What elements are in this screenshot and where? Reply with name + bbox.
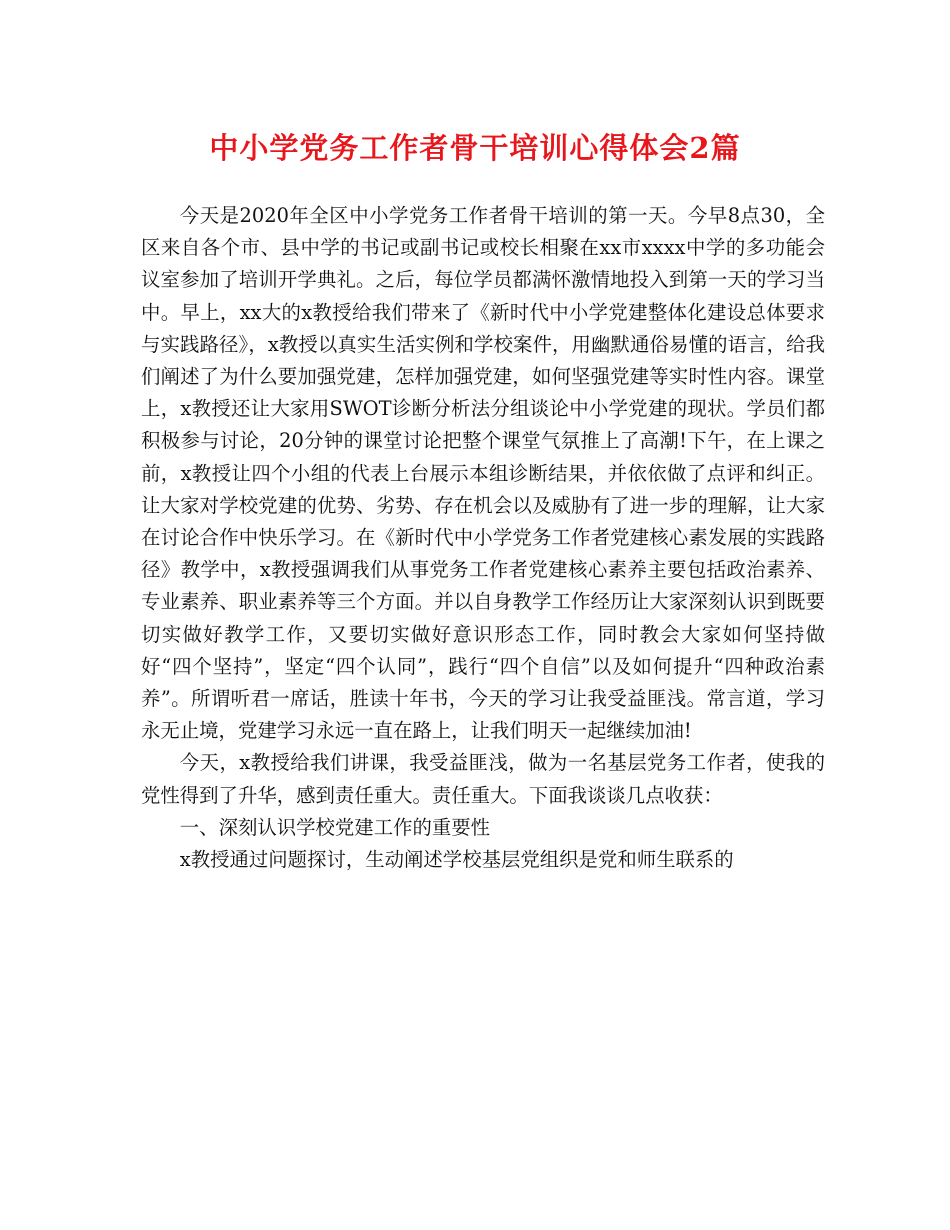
document-title: 中小学党务工作者骨干培训心得体会2篇 (209, 131, 741, 165)
paragraph-problem-discussion: x教授通过问题探讨，生动阐述学校基层党组织是党和师生联系的 (179, 848, 734, 872)
paragraph-training-day-one: 今天是2020年全区中小学党务工作者骨干培训的第一天。今早8点30，全区来自各个市、县中学的书记或副书记或校长相聚在xx市xxxx中学的多功能会议室参加了培训开学典礼。之后，每位学员都满怀激情地投入到第一天的学习当中。早上，xx大的x教授给我们带来了《新时代中小学党建整体化建设总体要求与实践路径》，x教授以真实生活实例和学校案件，用幽默通俗易懂的语言，给我们阐述了为什么要加强党建，怎样加强党建，如何坚强党建等实时性内容。课堂上，x教授还让大家用SWOT诊断分析法分组谈论中小学党建的现状。学员们都积极参与讨论，20分钟的课堂讨论把整个课堂气氛推上了高潮!下午，在上课之前，x教授让四个小组的代表上台展示本组诊断结果，并依依做了点评和纠正。让大家对学校党建的优势、劣势、存在机会以及威胁有了进一步的理解，让大家在讨论合作中快乐学习。在《新时代中小学党务工作者党建核心素发展的实践路径》教学中，x教授强调我们从事党务工作者党建核心素养主要包括政治素养、专业素养、职业素养等三个方面。并以自身教学工作经历让大家深刻认识到既要切实做好教学工作，又要切实做好意识形态工作，同时教会大家如何坚持做好“四个坚持”，坚定“四个认同”，践行“四个自信”以及如何提升“四种政治素养”。所谓听君一席话，胜读十年书，今天的学习让我受益匪浅。常言道，学习永无止境，党建学习永远一直在路上，让我们明天一起继续加油! (141, 204, 825, 743)
paragraph-lecture-reflection: 今天，x教授给我们讲课，我受益匪浅，做为一名基层党务工作者，使我的党性得到了升华，感到责任重大。责任重大。下面我谈谈几点收获： (141, 751, 825, 807)
document-body (141, 200, 825, 876)
section-heading-importance: 一、深刻认识学校党建工作的重要性 (179, 815, 491, 839)
